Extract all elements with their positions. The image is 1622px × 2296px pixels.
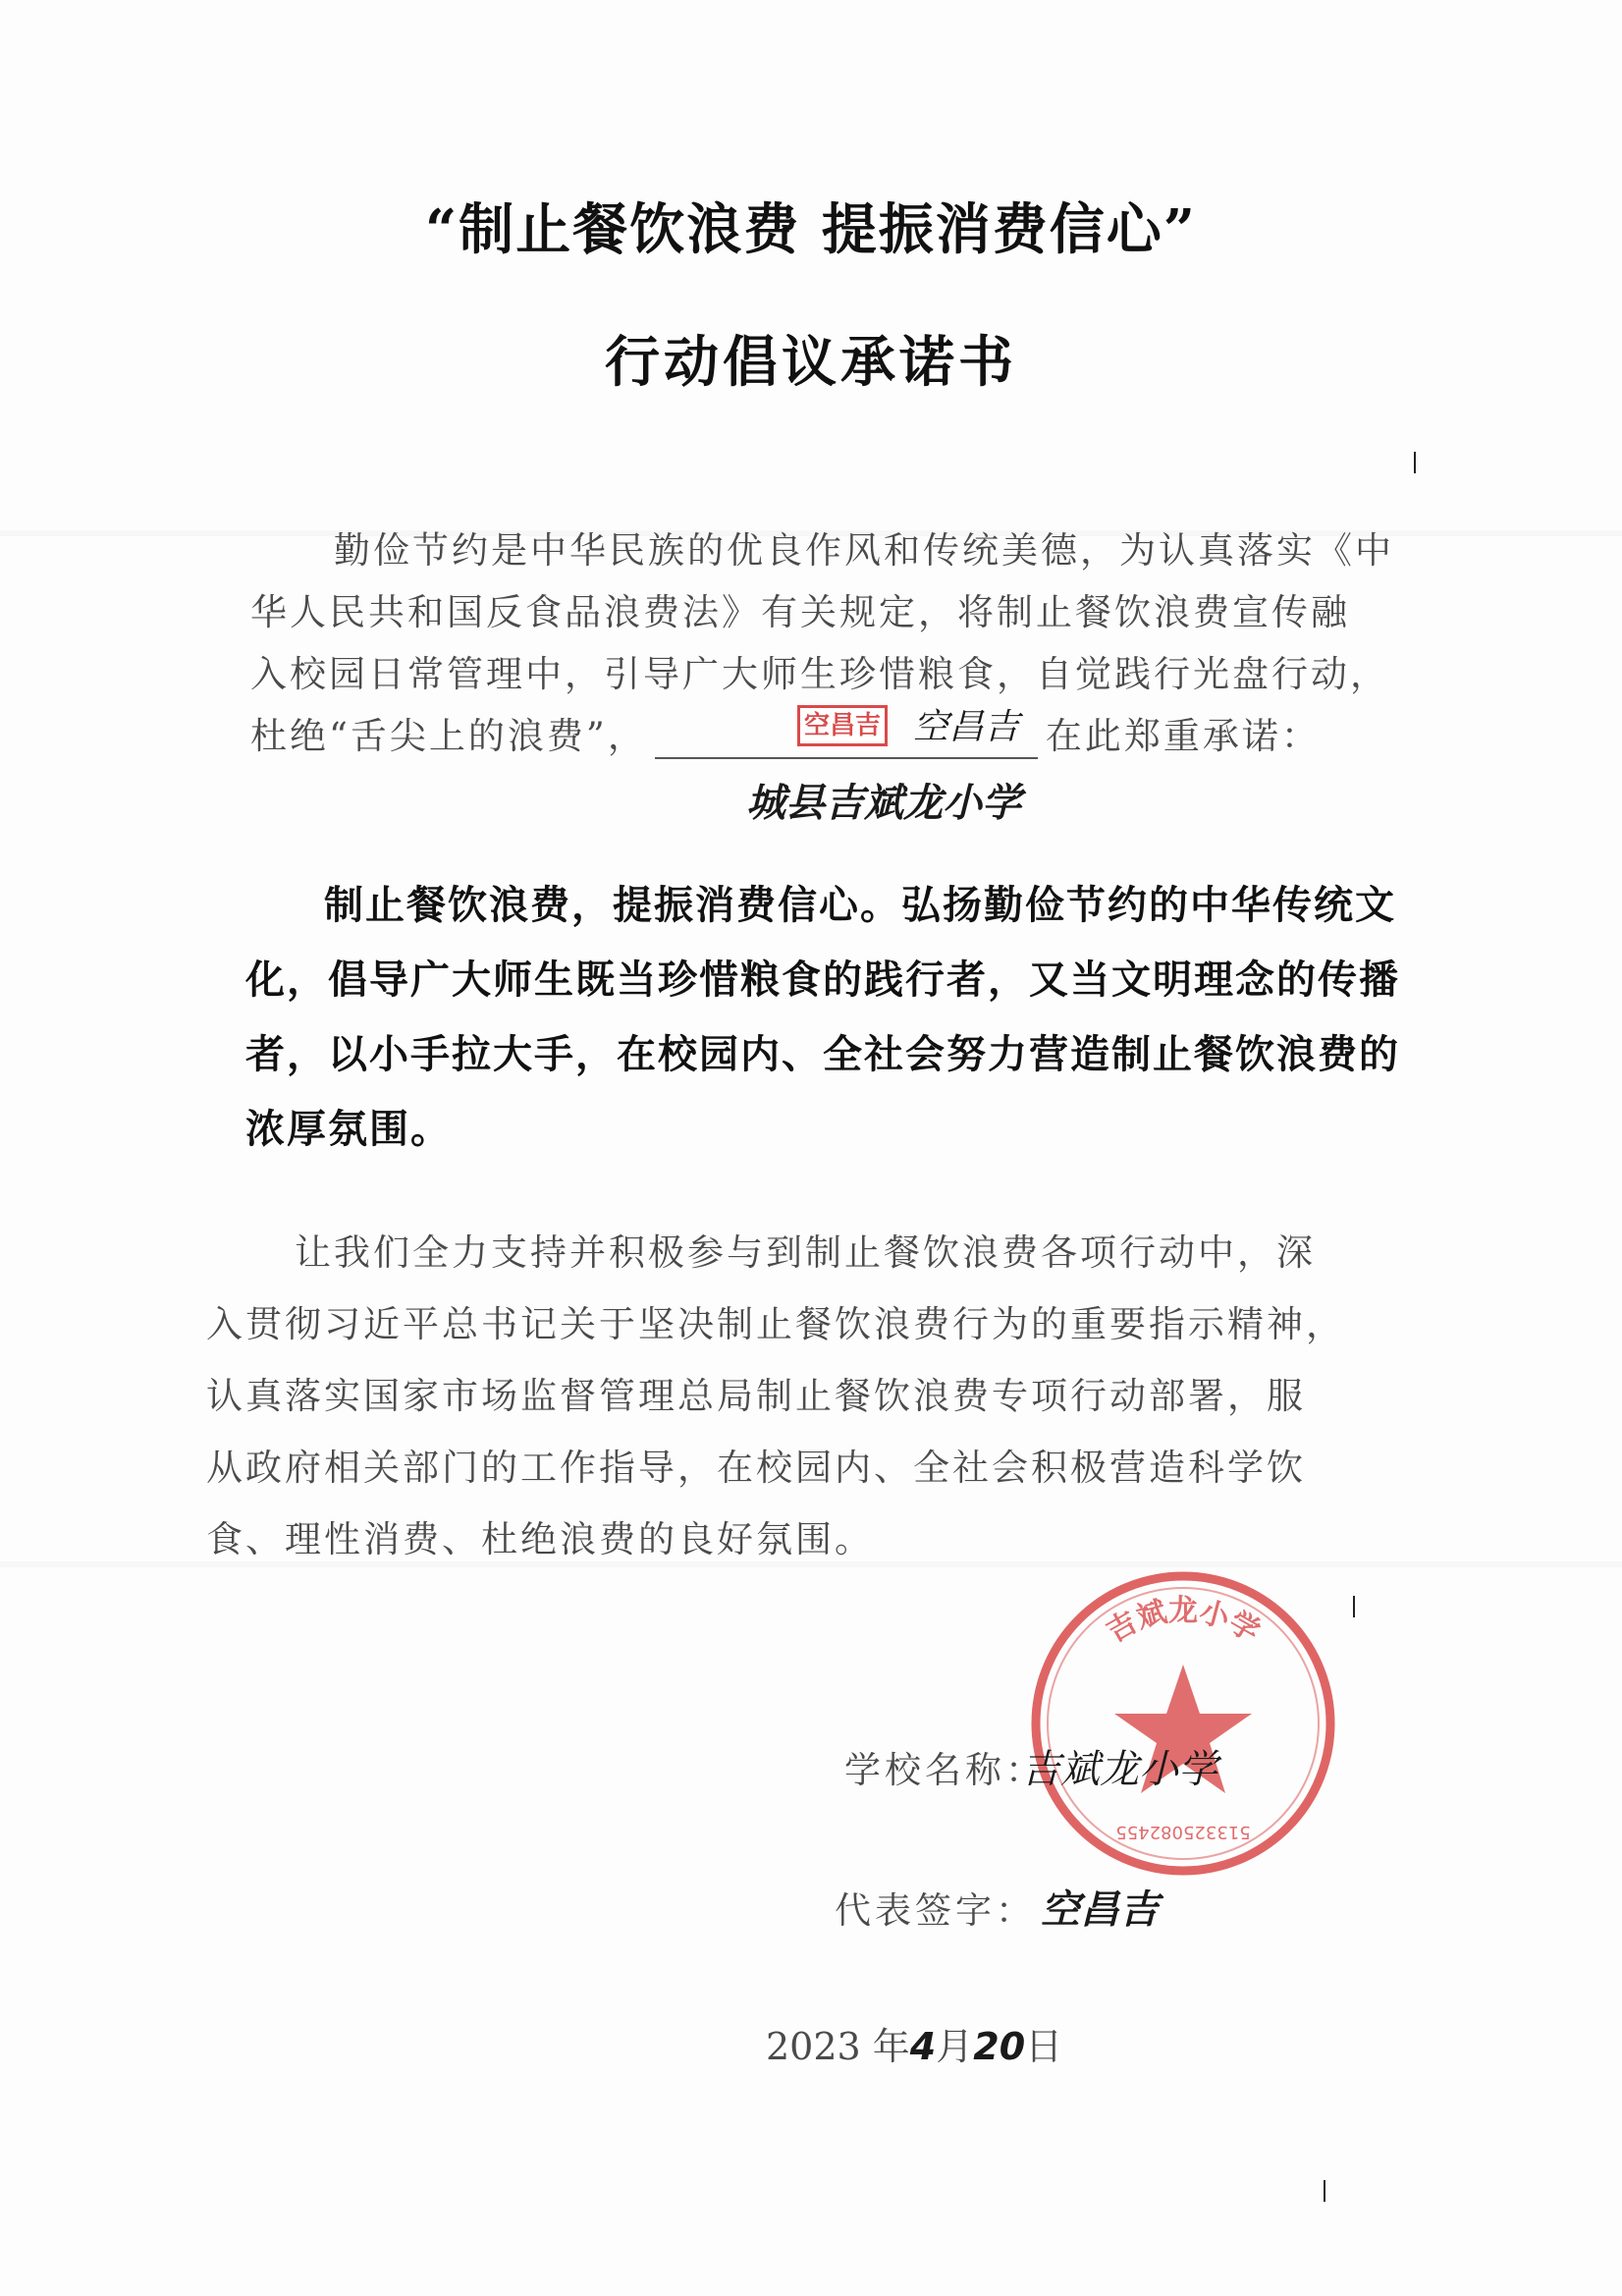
appeal-line-5: 食、理性消费、杜绝浪费的良好氛围。 [206, 1518, 874, 1560]
representative-signature: 空昌吉 [1041, 1887, 1159, 1933]
date-year: 2023 年 [766, 2025, 910, 2068]
appeal-line-1: 让我们全力支持并积极参与到制止餐饮浪费各项行动中，深 [295, 1231, 1316, 1274]
svg-text:吉斌龙小学: 吉斌龙小学 [1101, 1593, 1266, 1650]
commitment-line-3: 者，以小手拉大手，在校园内、全社会努力营造制止餐饮浪费的 [245, 1032, 1400, 1077]
appeal-line-2: 入贯彻习近平总书记关于坚决制止餐饮浪费行为的重要指示精神， [206, 1303, 1345, 1345]
handwritten-school-name: 城县吉斌龙小学 [746, 781, 1021, 826]
representative-label: 代表签字： [835, 1889, 1036, 1932]
official-seal [1021, 1561, 1345, 1886]
seal-code: 513325082455 [1115, 1822, 1251, 1842]
signing-date [766, 2016, 1062, 2070]
date-day: 20 [973, 2025, 1026, 2068]
date-month-unit: 月 [936, 2025, 974, 2068]
school-name-value: 吉斌龙小学 [1021, 1747, 1217, 1792]
name-stamp: 空昌吉 [797, 705, 888, 746]
intro-line-2: 华人民共和国反食品浪费法》有关规定，将制止餐饮浪费宣传融 [250, 591, 1350, 633]
school-name-label: 学校名称： [844, 1749, 1046, 1791]
appeal-line-3: 认真落实国家市场监督管理总局制止餐饮浪费专项行动部署，服 [206, 1375, 1306, 1417]
commitment-line-2: 化，倡导广大师生既当珍惜粮食的践行者，又当文明理念的传播 [245, 957, 1400, 1003]
appeal-line-4: 从政府相关部门的工作指导，在校园内、全社会积极营造科学饮 [206, 1447, 1306, 1489]
title-line-2: 行动倡议承诺书 [605, 330, 1017, 395]
intro-line-1: 勤俭节约是中华民族的优良作风和传统美德，为认真落实《中 [334, 529, 1394, 572]
commitment-line-4: 浓厚氛围。 [245, 1107, 452, 1152]
intro-line-4-end: 在此郑重承诺： [1045, 715, 1321, 757]
margin-mark [1324, 2180, 1325, 2202]
margin-mark [1353, 1596, 1355, 1617]
date-day-unit: 日 [1025, 2025, 1063, 2068]
date-month: 4 [909, 2025, 937, 2068]
intro-line-3: 入校园日常管理中，引导广大师生珍惜粮食，自觉践行光盘行动， [250, 653, 1389, 695]
title-line-1: “制止餐饮浪费 提振消费信心” [425, 197, 1197, 262]
commitment-line-1: 制止餐饮浪费，提振消费信心。弘扬勤俭节约的中华传统文 [324, 883, 1396, 928]
intro-line-4 [250, 706, 1321, 759]
handwritten-signature: 空昌吉 [913, 707, 1020, 747]
margin-mark [1414, 452, 1416, 473]
intro-line-4-start: 杜绝“舌尖上的浪费”， [250, 715, 647, 757]
